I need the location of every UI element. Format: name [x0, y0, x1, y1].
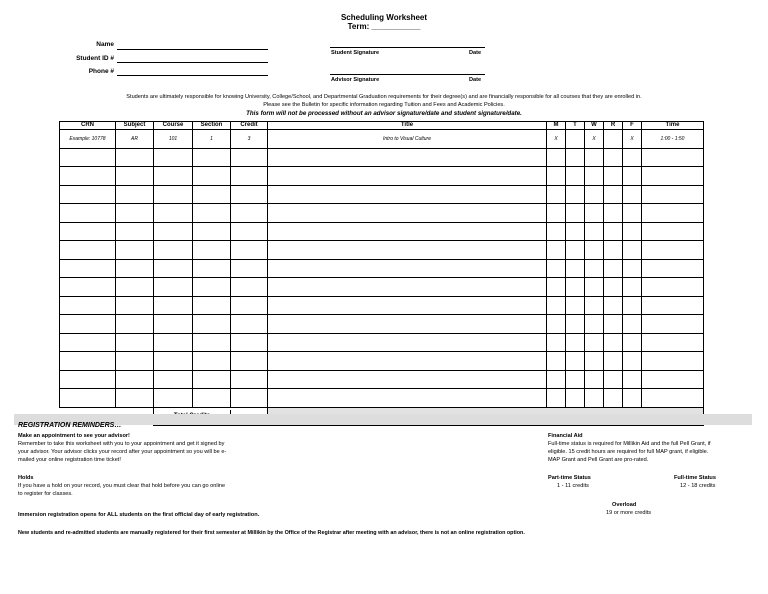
table-cell[interactable] — [116, 296, 154, 315]
example-f: X — [623, 130, 642, 149]
table-cell[interactable] — [231, 241, 268, 260]
example-w: X — [585, 130, 604, 149]
table-cell[interactable] — [193, 259, 231, 278]
table-row — [60, 389, 704, 408]
fulltime-value: 12 - 18 credits — [680, 483, 716, 489]
table-cell[interactable] — [154, 389, 193, 408]
table-cell[interactable] — [604, 167, 623, 186]
table-cell[interactable] — [566, 333, 585, 352]
table-row — [60, 185, 704, 204]
table-row — [60, 222, 704, 241]
table-cell[interactable] — [604, 352, 623, 371]
student-signature-line[interactable] — [330, 47, 485, 48]
table-cell[interactable] — [193, 370, 231, 389]
table-cell[interactable] — [60, 389, 116, 408]
financial-aid-line-1: Full-time status is required for Millikin Aid and the full Pell Grant, if — [548, 441, 711, 447]
table-cell[interactable] — [116, 204, 154, 223]
table-cell[interactable] — [193, 278, 231, 297]
table-cell[interactable] — [623, 204, 642, 223]
table-cell[interactable] — [642, 222, 704, 241]
header-subject: Subject — [116, 122, 154, 130]
table-cell[interactable] — [604, 296, 623, 315]
table-cell[interactable] — [60, 222, 116, 241]
table-cell[interactable] — [154, 204, 193, 223]
table-cell[interactable] — [193, 389, 231, 408]
table-cell[interactable] — [623, 370, 642, 389]
example-subject: AR — [116, 130, 154, 149]
table-cell[interactable] — [154, 222, 193, 241]
header-t: T — [566, 122, 585, 130]
holds-line-2: to register for classes. — [18, 491, 73, 497]
table-cell[interactable] — [604, 370, 623, 389]
table-cell[interactable] — [585, 352, 604, 371]
advisor-date-label: Date — [469, 77, 482, 83]
table-cell[interactable] — [154, 241, 193, 260]
financial-aid-line-3: MAP Grant and Pell Grant are pro-rated. — [548, 457, 649, 463]
table-cell[interactable] — [193, 148, 231, 167]
table-cell[interactable] — [604, 315, 623, 334]
table-cell[interactable] — [60, 204, 116, 223]
table-cell[interactable] — [566, 370, 585, 389]
notice-line-3: This form will not be processed without an advisor signature/date and student signature/date. — [246, 110, 522, 117]
table-cell[interactable] — [642, 296, 704, 315]
table-cell[interactable] — [60, 370, 116, 389]
table-cell[interactable] — [154, 259, 193, 278]
table-cell[interactable] — [623, 167, 642, 186]
table-cell[interactable] — [585, 204, 604, 223]
header-r: R — [604, 122, 623, 130]
table-cell[interactable] — [60, 148, 116, 167]
table-row — [60, 352, 704, 371]
table-cell[interactable] — [623, 278, 642, 297]
table-cell[interactable] — [154, 352, 193, 371]
table-cell[interactable] — [154, 370, 193, 389]
table-cell[interactable] — [585, 315, 604, 334]
table-cell[interactable] — [231, 315, 268, 334]
reminders-heading: REGISTRATION REMINDERS… — [18, 422, 122, 429]
term-label: Term: ___________ — [347, 22, 421, 31]
example-title: Intro to Visual Culture — [268, 130, 547, 149]
example-time: 1:00 - 1:50 — [642, 130, 704, 149]
holds-title: Holds — [18, 475, 34, 481]
table-cell[interactable] — [623, 259, 642, 278]
table-cell[interactable] — [60, 333, 116, 352]
table-cell[interactable] — [268, 185, 547, 204]
example-credit: 3 — [231, 130, 268, 149]
table-cell[interactable] — [268, 259, 547, 278]
table-cell[interactable] — [268, 333, 547, 352]
fulltime-title: Full-time Status — [674, 475, 716, 481]
table-cell[interactable] — [642, 333, 704, 352]
table-cell[interactable] — [193, 167, 231, 186]
page-title: Scheduling Worksheet — [340, 13, 428, 22]
table-cell[interactable] — [154, 185, 193, 204]
table-cell[interactable] — [585, 167, 604, 186]
header-m: M — [547, 122, 566, 130]
table-cell[interactable] — [193, 204, 231, 223]
table-cell[interactable] — [547, 370, 566, 389]
example-section: 1 — [193, 130, 231, 149]
table-cell[interactable] — [154, 167, 193, 186]
table-cell[interactable] — [231, 352, 268, 371]
table-cell[interactable] — [268, 352, 547, 371]
table-row — [60, 259, 704, 278]
table-cell[interactable] — [154, 296, 193, 315]
example-m: X — [547, 130, 566, 149]
table-cell[interactable] — [585, 259, 604, 278]
table-cell[interactable] — [154, 333, 193, 352]
table-cell[interactable] — [642, 204, 704, 223]
table-cell[interactable] — [547, 296, 566, 315]
table-cell[interactable] — [193, 241, 231, 260]
table-cell[interactable] — [268, 148, 547, 167]
table-row — [60, 370, 704, 389]
table-cell[interactable] — [193, 333, 231, 352]
table-cell[interactable] — [231, 222, 268, 241]
table-cell[interactable] — [231, 148, 268, 167]
student-date-label: Date — [469, 50, 482, 56]
table-cell[interactable] — [566, 148, 585, 167]
header-title: Title — [268, 122, 547, 130]
appointment-line-3: mailed your online registration time ticket! — [18, 457, 121, 463]
table-cell[interactable] — [566, 185, 585, 204]
header-credit: Credit — [231, 122, 268, 130]
table-cell[interactable] — [623, 352, 642, 371]
parttime-title: Part-time Status — [548, 475, 591, 481]
table-cell[interactable] — [268, 204, 547, 223]
table-cell[interactable] — [547, 315, 566, 334]
financial-aid-line-2: eligible. 15 credit hours are required for full MAP grant, if eligible. — [548, 449, 709, 455]
table-cell[interactable] — [231, 389, 268, 408]
overload-title: Overload — [612, 502, 637, 508]
table-row — [60, 278, 704, 297]
student-signature-label: Student Signature — [331, 50, 380, 56]
name-label: Name — [96, 41, 114, 48]
table-cell[interactable] — [231, 278, 268, 297]
table-cell[interactable] — [268, 222, 547, 241]
immersion-note: Immersion registration opens for ALL students on the first official day of early registration. — [18, 512, 260, 518]
student-id-field[interactable] — [117, 62, 268, 63]
table-cell[interactable] — [268, 167, 547, 186]
table-cell[interactable] — [547, 352, 566, 371]
table-cell[interactable] — [547, 148, 566, 167]
table-cell[interactable] — [585, 148, 604, 167]
header-f: F — [623, 122, 642, 130]
table-cell[interactable] — [604, 222, 623, 241]
table-cell[interactable] — [193, 222, 231, 241]
table-cell[interactable] — [604, 278, 623, 297]
table-cell[interactable] — [60, 278, 116, 297]
table-cell[interactable] — [60, 185, 116, 204]
table-cell[interactable] — [193, 296, 231, 315]
table-cell[interactable] — [547, 185, 566, 204]
table-cell[interactable] — [623, 296, 642, 315]
table-cell[interactable] — [566, 241, 585, 260]
table-cell[interactable] — [585, 222, 604, 241]
table-cell[interactable] — [231, 296, 268, 315]
table-cell[interactable] — [642, 167, 704, 186]
table-cell[interactable] — [60, 167, 116, 186]
table-cell[interactable] — [60, 352, 116, 371]
advisor-signature-line[interactable] — [330, 74, 485, 75]
table-row — [60, 296, 704, 315]
table-cell[interactable] — [604, 148, 623, 167]
table-cell[interactable] — [585, 370, 604, 389]
table-cell[interactable] — [566, 296, 585, 315]
table-cell[interactable] — [566, 167, 585, 186]
table-cell[interactable] — [268, 370, 547, 389]
table-cell[interactable] — [547, 333, 566, 352]
table-cell[interactable] — [566, 259, 585, 278]
table-cell[interactable] — [231, 204, 268, 223]
table-cell[interactable] — [547, 167, 566, 186]
table-cell[interactable] — [193, 352, 231, 371]
table-cell[interactable] — [547, 222, 566, 241]
reminders-bar — [14, 414, 752, 429]
example-crn: Example: 10778 — [60, 130, 116, 149]
table-cell[interactable] — [642, 241, 704, 260]
table-cell[interactable] — [604, 241, 623, 260]
overload-value: 19 or more credits — [606, 510, 652, 516]
table-cell[interactable] — [60, 241, 116, 260]
table-cell[interactable] — [566, 278, 585, 297]
table-cell[interactable] — [642, 315, 704, 334]
table-cell[interactable] — [566, 222, 585, 241]
table-cell[interactable] — [116, 259, 154, 278]
table-cell[interactable] — [60, 259, 116, 278]
table-cell[interactable] — [585, 241, 604, 260]
table-cell[interactable] — [116, 315, 154, 334]
table-cell[interactable] — [585, 333, 604, 352]
table-cell[interactable] — [623, 333, 642, 352]
table-cell[interactable] — [566, 204, 585, 223]
table-cell[interactable] — [547, 278, 566, 297]
advisor-signature-label: Advisor Signature — [331, 77, 380, 83]
table-cell[interactable] — [231, 370, 268, 389]
table-cell[interactable] — [231, 185, 268, 204]
table-cell[interactable] — [642, 352, 704, 371]
student-id-label: Student ID # — [76, 55, 114, 62]
table-cell[interactable] — [231, 333, 268, 352]
table-cell[interactable] — [60, 296, 116, 315]
holds-line-1: If you have a hold on your record, you must clear that hold before you can go online — [18, 483, 226, 489]
table-cell[interactable] — [642, 185, 704, 204]
name-field[interactable] — [117, 49, 268, 50]
table-cell[interactable] — [642, 370, 704, 389]
header-time: Time — [642, 122, 704, 130]
table-cell[interactable] — [604, 333, 623, 352]
table-cell[interactable] — [623, 148, 642, 167]
table-cell[interactable] — [231, 259, 268, 278]
example-r — [604, 130, 623, 149]
table-cell[interactable] — [231, 167, 268, 186]
table-cell[interactable] — [585, 389, 604, 408]
table-cell[interactable] — [60, 315, 116, 334]
table-cell[interactable] — [642, 389, 704, 408]
table-cell[interactable] — [585, 296, 604, 315]
table-row — [60, 333, 704, 352]
appointment-title: Make an appointment to see your advisor! — [18, 433, 130, 439]
table-cell[interactable] — [604, 259, 623, 278]
header-w: W — [585, 122, 604, 130]
table-cell[interactable] — [116, 167, 154, 186]
notice-line-2: Please see the Bulletin for specific information regarding Tuition and Fees and Academic Policies. — [263, 102, 505, 108]
table-cell[interactable] — [623, 315, 642, 334]
table-cell[interactable] — [566, 389, 585, 408]
table-cell[interactable] — [116, 222, 154, 241]
table-cell[interactable] — [116, 352, 154, 371]
table-cell[interactable] — [604, 389, 623, 408]
table-row — [60, 167, 704, 186]
table-cell[interactable] — [193, 185, 231, 204]
example-course: 101 — [154, 130, 193, 149]
table-row — [60, 204, 704, 223]
table-cell[interactable] — [193, 315, 231, 334]
header-section: Section — [193, 122, 231, 130]
table-cell[interactable] — [268, 315, 547, 334]
table-cell[interactable] — [116, 278, 154, 297]
table-cell[interactable] — [623, 222, 642, 241]
table-cell[interactable] — [585, 185, 604, 204]
table-cell[interactable] — [116, 370, 154, 389]
table-cell[interactable] — [642, 278, 704, 297]
table-cell[interactable] — [547, 204, 566, 223]
schedule-table — [59, 121, 704, 426]
notice-line-1: Students are ultimately responsible for knowing University, College/School, and Departmental Graduation requirements for their degree(s) and are financially responsible for all courses that they are enrolled in. — [126, 94, 642, 100]
table-cell[interactable] — [623, 389, 642, 408]
table-cell[interactable] — [116, 185, 154, 204]
table-cell[interactable] — [604, 185, 623, 204]
financial-aid-title: Financial Aid — [548, 433, 583, 439]
table-row — [60, 315, 704, 334]
table-cell[interactable] — [623, 241, 642, 260]
parttime-value: 1 - 11 credits — [557, 483, 589, 489]
table-cell[interactable] — [566, 315, 585, 334]
table-cell[interactable] — [547, 389, 566, 408]
table-cell[interactable] — [116, 389, 154, 408]
phone-field[interactable] — [117, 75, 268, 76]
table-cell[interactable] — [566, 352, 585, 371]
table-cell[interactable] — [268, 241, 547, 260]
example-row — [60, 130, 704, 149]
table-cell[interactable] — [154, 278, 193, 297]
table-cell[interactable] — [268, 296, 547, 315]
phone-label: Phone # — [88, 68, 114, 75]
table-cell[interactable] — [268, 389, 547, 408]
table-cell[interactable] — [547, 259, 566, 278]
table-cell[interactable] — [604, 204, 623, 223]
table-cell[interactable] — [642, 259, 704, 278]
table-cell[interactable] — [547, 241, 566, 260]
new-students-note: New students and re-admitted students are manually registered for their first semester at Millikin by the Office of the Registrar after meeting with an advisor, there is not an online registration option. — [18, 530, 525, 536]
table-cell[interactable] — [623, 185, 642, 204]
table-cell[interactable] — [154, 315, 193, 334]
table-row — [60, 148, 704, 167]
appointment-line-2: your advisor. Your advisor clicks your record after your appointment so you will be e- — [18, 449, 227, 455]
table-cell[interactable] — [642, 148, 704, 167]
header-crn: CRN — [60, 122, 116, 130]
table-cell[interactable] — [116, 333, 154, 352]
example-t — [566, 130, 585, 149]
table-header-row — [60, 122, 704, 130]
table-cell[interactable] — [268, 278, 547, 297]
table-cell[interactable] — [116, 241, 154, 260]
appointment-line-1: Remember to take this worksheet with you to your appointment and get it signed by — [18, 441, 225, 447]
table-cell[interactable] — [116, 148, 154, 167]
table-cell[interactable] — [585, 278, 604, 297]
header-course: Course — [154, 122, 193, 130]
table-row — [60, 241, 704, 260]
table-cell[interactable] — [154, 148, 193, 167]
